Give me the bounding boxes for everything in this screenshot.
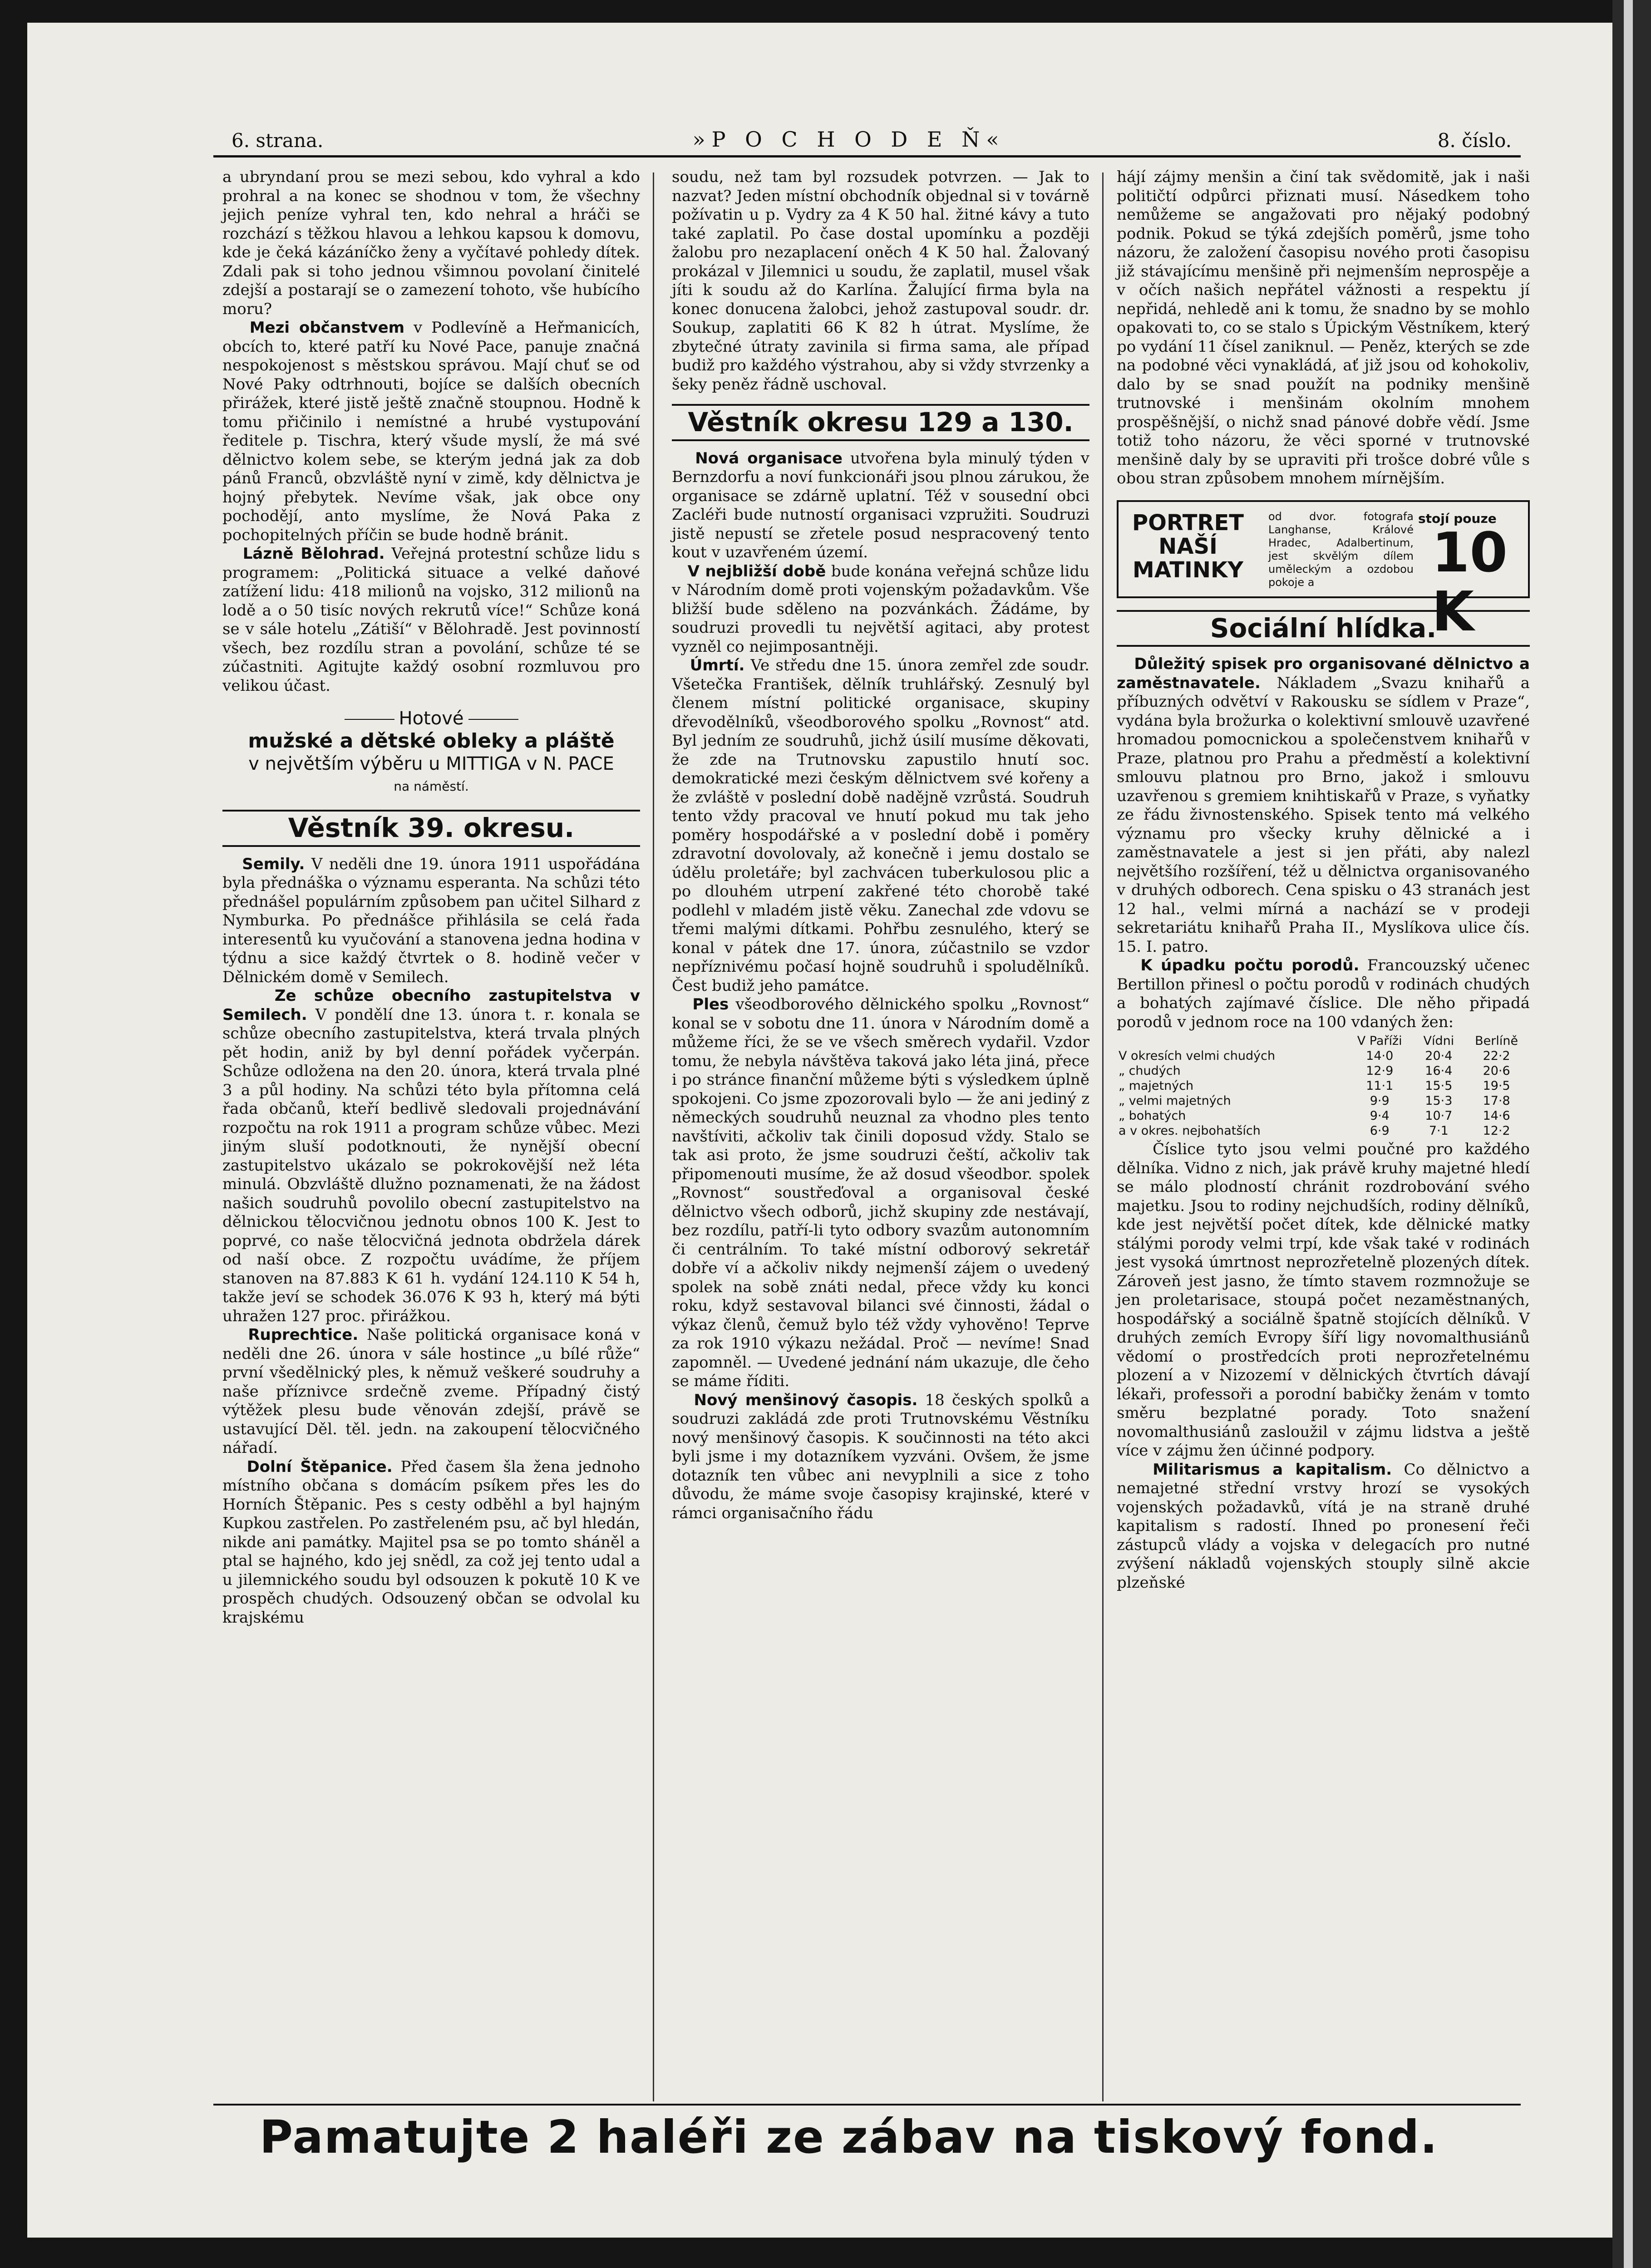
table-header [1117,1033,1345,1048]
table-cell: 12·9 [1366,1064,1394,1078]
article [672,562,1089,657]
article [222,319,640,545]
article-lead: Ruprechtice. [248,1326,359,1344]
issue-number: 8. číslo. [1437,129,1512,152]
article [1117,956,1530,1032]
footer-slogan: Pamatujte 2 haléři ze zábav na tiskový fond. [259,2111,1439,2164]
article-lead: V nejbližší době [687,562,826,581]
ad-top-line [222,707,640,730]
table-row [1117,1078,1530,1093]
article-text: Francouzský učenec Bertillon přinesl o počtu porodů v rodinách chudých a bohatých zajímavé číslice. Dle něho připadá porodů v jednom roce na 100 vdaných žen: [1117,956,1530,1031]
column-2 [672,168,1089,1523]
article [672,449,1089,562]
table-cell: V okresích velmi chudých [1119,1049,1276,1063]
column-3 [1117,168,1530,1592]
header-rule [213,155,1521,157]
article-text: Naše politická organisace koná v neděli dne 26. února v sále hostince „u bílé růže“ první všedělnický ples, k němuž veškeré soudruhy a naše příznivce srdečně zveme. Případný čistý výtěžek plesu bude věnován zdejší, právě se ustavující Děl. těl. jedn. na zakoupení tělocvičného nářadí. [222,1326,640,1457]
newspaper-page [27,23,1625,2238]
column-1 [222,168,640,1627]
table-cell: 20·6 [1483,1064,1510,1078]
portrait-ad-title [1132,511,1244,582]
table-cell: „ bohatých [1119,1109,1186,1123]
article [222,1458,640,1628]
page-number: 6. strana. [232,129,324,152]
article-text: v Podlevíně a Heřmanicích, obcích to, které patří ku Nové Pace, panuje značná nespokojenost s městskou správou. Mají chuť se od Nové Paky odtrhnouti, bojíce se dalších obecních přirážek, které jistě ještě značně stoupnou. Hodně k tomu přičinilo i nemístné a hrubé vystupování ředitele p. Tischra, který všude myslí, že má své dělnictvo kolem sebe, se kterým jedná jak za dob pánů Franců, obzvláště nyní v zimě, kdy dělnictva je hojný přebytek. Nevíme však, jak obce ony pochodějí, anto myslíme, že Nová Paka z pochopitelných příčin se bude hodně bránit. [222,319,640,544]
article [222,855,640,987]
article-text: hájí zájmy menšin a činí tak svědomitě, jak i naši političtí odpůrci přiznati musí. Násedkem toho nemůžeme se angažovati pro nějaký podobný podnik. Pokud se týká zdejších poměrů, jsme toho názoru, že založení časopisu nového proti časopisu již stávajícímu menšině při nejmenším neprospěje a v očích našich nepřátel vážnosti a respektu jí nepřidá, nehledě ani k tomu, že snadno by se mohlo opakovati to, co se stalo s Úpickým Věstníkem, který po vydání 11 čísel zaniknul. — Peněz, kterých se zde na podobné věci vynakládá, ať již jsou od kohokoliv, dalo by se snad použít na podniky menšině trutnovské i menšinám okolním mnohem prospěšnější, o nichž snad pánové dobře vědí. Jsme totiž toho názoru, že věci sporné v trutnovské menšině daly by se upraviti při trošce dobré vůle s obou stran způsobem mnohem mírnějším. [1117,168,1530,487]
table-cell: 6·9 [1370,1124,1390,1138]
newspaper-title: »P O C H O D E Ň« [692,127,1005,152]
article-lead: Ples [692,995,729,1013]
section-heading: Sociální hlídka. [1117,610,1530,647]
article [222,545,640,695]
table-cell: „ majetných [1119,1079,1194,1093]
article [222,987,640,1326]
section-heading: Věstník okresu 129 a 130. [672,404,1089,441]
article-text: všeodborového dělnického spolku „Rovnost“ konal se v sobotu dne 11. února v Národním domě a můžeme říci, že se ve všech směrech vydařil. Vzdor tomu, že nebyla návštěva taková jako léta jiná, přece i po stránce finanční můžeme býti s výsledkem úplně spokojeni. Co jsme zpozorovali bylo — že ani jediný z německých soudruhů neuznal za vhodno ples tento navštíviti, ačkoliv tak činili doposud vždy. Stalo se tak asi proto, že jsme soudruzi čeští, ačkoliv tak připomenouti musíme, že až dosud všeodbor. spolek „Rovnost“ soustřeďoval a organisoval české dělnictvo všech odborů, jichž skupiny zde nestávají, bez rozdílu, patří-li tyto odbory svazům autonomním či centrálním. To také místní odborový sekretář dobře ví a ačkoliv nikdy nejmenší zájem o uvedený spolek na sobě znáti nedal, přece vždy ku konci roku, když sestavoval bilanci své činnosti, žádal o výkaz členů, čemuž bylo též vždy vyhověno! Teprve za rok 1910 výkazu nežádal. Proč — nevíme! Snad zapomněl. — Uvedené jednání nám ukazuje, dle čeho se máme říditi. [672,995,1089,1390]
article-lead: Nový menšinový časopis. [694,1391,918,1409]
article-lead: Důležitý spisek pro organisované dělnictvo a zaměstnavatele. [1117,655,1530,692]
births-table [1117,1033,1530,1138]
ad-small-text: na náměstí. [394,779,469,794]
ad-top-text: Hotové [399,708,464,729]
table-row [1117,1048,1530,1063]
table-cell: 10·7 [1425,1109,1453,1123]
ad-line-text: v největším výběru u MITTIGA v N. PACE [248,753,614,774]
table-header-row [1117,1033,1530,1048]
table-cell: 20·4 [1425,1049,1453,1063]
table-row [1117,1063,1530,1078]
article-text: 18 českých spolků a soudruzi zakládá zde proti Trutnovskému Věstníku nový menšinový časopis. K součinnosti na této akci byli jsme i my dotazníkem vyzváni. Ovšem, že jsme dotazník ten vůbec ani nevyplnili a sice z toho důvodu, že máme svoje časopisy krajinské, které v rámci organisačního řádu [672,1391,1089,1522]
article [672,995,1089,1391]
article-text: Ve středu dne 15. února zemřel zde soudr. Všetečka František, dělník truhlářský. Zesnulý byl členem místní politické organisace, skupiny dřevodělníků, všeodborového spolku „Rovnost“ atd. Byl jedním ze soudruhů, jichž úsilí musíme děkovati, že zde na Trutnovsku zapustilo hnutí soc. demokratické mezi českým dělnictvem své kořeny a že zvláště v poslední době nadějně vzrůstá. Soudruh tento vždy pracoval ve hnutí pokud mu tak jeho poměry hospodářské a v poslední době i poměry zdravotní dovolovaly, až konečně i jemu dostalo se údělu proletáře; byl zachvácen tuberkulosou plic a po dlouhém utrpení zakřené této chorobě také podlehl v mladém jistě věku. Zanechal zde vdovu se třemi malými dítkami. Pohřbu zesnulého, který se konal v pátek dne 17. února, zúčastnilo se vzdor nepříznivému počasí hojně soudruhů i spoludělníků. Čest budiž jeho památce. [672,656,1089,995]
article-text: bude konána veřejná schůze lidu v Národním domě proti vojenským požadavkům. Vše bližší bude sděleno na pozvánkách. Žádáme, by soudruzi provedli tu největší agitaci, aby protest vyzněl co nejimposantněji. [672,562,1089,656]
portrait-ad-price: 10 K [1432,521,1508,644]
table-cell: 22·2 [1483,1049,1510,1063]
column-divider [653,172,654,2101]
article-lead: Dolní Štěpanice. [246,1457,393,1476]
portrait-ad-line: NAŠÍ [1158,533,1217,559]
table-cell: 9·9 [1370,1094,1390,1108]
table-cell: a v okres. nejbohatších [1119,1124,1261,1138]
portrait-ad-description: od dvor. fotografa Langhanse, Králové Hradec, Adalbertinum, jest skvělým dílem uměleckým a ozdobou pokoje a [1268,510,1414,589]
table-row [1117,1123,1530,1138]
table-header: V Paříži [1357,1034,1402,1048]
table-cell: 16·4 [1425,1064,1453,1078]
article-text [1117,1140,1530,1461]
article-text: Před časem šla žena jednoho místního občana s domácím psíkem přes les do Horních Štěpanic. Pes s cesty odběhl a byl hajným Kupkou zastřelen. Po zastřeleném psu, ač byl hledán, nikde ani památky. Majitel psa se po tomto sháněl a ptal se hajného, kdo jej snědl, za což jej tento udal a u jilemnického soudu byl odsouzen k pokutě 10 K ve prospěch chudých. Odsouzený občan se odvolal ku krajskému [222,1457,640,1627]
article-lead: Ze schůze obecního zastupitelstva v Semilech. [222,987,640,1024]
table-cell: „ chudých [1119,1064,1181,1078]
portrait-ad-line: PORTRET [1132,510,1244,536]
article-lead: Mezi občanstvem [249,319,405,337]
clothing-advertisement [222,707,640,798]
page-header [177,125,1521,152]
table-cell: 14·6 [1483,1109,1510,1123]
article-lead: Militarismus a kapitalism. [1153,1460,1392,1479]
article [1117,655,1530,956]
article-text: Nákladem „Svazu knihařů a příbuzných odvětví v Rakousku se sídlem v Praze“, vydána byla brožurka o kolektivní smlouvě uzavřené hromadou pomocnickou a společenstvem knihařů v Praze, platnou pro Prahu a předměstí a kolektivní smlouvu platnou pro Brno, jakož i smlouvu uzavřenou s gremiem knihtiskařů v Praze, s vyňatky ze řádu živnostenského. Spisek tento má velkého významu pro všecky kruhy dělnické a i zaměstnavatele a jest si jen přáti, aby nalezl největšího rozšíření, též u dělnictva organisovaného v druhých odborech. Cena spisku o 43 stranách jest 12 hal., velmi mírná a nachází se v prodeji sekretariátu knihařů Praha II., Myslíkova ulice čís. 15. I. patro. [1117,674,1530,956]
table-cell: 19·5 [1483,1079,1510,1093]
column-divider [1102,172,1104,2101]
article-text: V pondělí dne 13. února t. r. konala se schůze obecního zastupitelstva, která trvala plných pět hodin, aniž by byl denní pořádek vyčerpán. Schůze odložena na den 20. února, která trvala plné 3 a půl hodiny. Na schůzi této byla přítomna celá řada občanů, kteří bedlivě sledovali projednávání rozpočtu na rok 1911 a program schůze vůbec. Mezi jiným sluší podotknouti, že nynější obecní zastupitelstvo ukázalo se pokrokovější než léta minulá. Obzvláště dlužno poznamenati, že na žádost našich soudruhů povolilo obecní zastupitelstvo na dělnickou tělocvičnou jednotu obnos 100 K. Jest to poprvé, co naše tělocvičná jednota obdržela dárek od naší obce. Z rozpočtu uvádíme, že příjem stanoven na 87.883 K 61 h. vydání 124.110 K 54 h, takže jeví se schodek 36.076 K 93 h, který má býti uhražen 127 proc. přirážkou. [222,1005,640,1325]
article-text: V neděli dne 19. února 1911 uspořádána byla přednáška o významu esperanta. Na schůzi této přednášel populárním způsobem pan učitel Silhard z Nymburka. Po přednášce přihlásila se celá řada interesentů ku vyučování a stanovena jedna hodina v týdnu a sice každý čtvrtek o 8. hodině večer v Dělnickém domě v Semilech. [222,855,640,986]
article [222,1326,640,1458]
table-header: Vídni [1423,1034,1454,1048]
table-cell: 17·8 [1483,1094,1510,1108]
article-lead: Nová organisace [695,449,843,467]
article-lead: Úmrtí. [690,656,745,674]
footer-rule [213,2104,1521,2106]
table-cell: 15·5 [1425,1079,1453,1093]
article-text: a ubryndaní prou se mezi sebou, kdo vyhral a kdo prohral a na konec se shodnou v tom, že všechny jejich peníze vyhral ten, kdo nehral a hráči se rozchází s těžkou hlavou a lehkou kapsou k domovu, kde je čeká kázáníčko ženy a vyčítavé pohledy dítek. Zdali pak si toho jednou všimnou povolaní činitelé zdejší a postarají se o zamezení tohoto, vše hubícího moru? [222,168,640,318]
portrait-ad-line: MATINKY [1133,557,1243,583]
ad-main-text: mužské a dětské obleky a pláště [248,729,615,753]
table-header: Berlíně [1475,1034,1518,1048]
article-text: utvořena byla minulý týden v Bernzdorfu a noví funkcionáři jsou plnou zárukou, že organisace se zdárně uplatní. Též v sousední obci Zacléři bude nutností organisaci vzpružiti. Soudruzi jistě nepustí se zřetele posud nespracovený tento kout v uzavřeném území. [672,449,1089,561]
article-lead: Lázně Bělohrad. [242,545,385,563]
portrait-ad-price-label: stojí pouze [1418,511,1497,526]
scan-edge [1624,0,1633,2268]
table-cell: 9·4 [1370,1109,1390,1123]
table-cell: 15·3 [1425,1094,1453,1108]
table-row [1117,1093,1530,1108]
table-cell: 12·2 [1483,1124,1510,1138]
article [672,1391,1089,1523]
table-cell: „ velmi majetných [1119,1094,1231,1108]
table-cell: 7·1 [1429,1124,1449,1138]
section-heading: Věstník 39. okresu. [222,810,640,847]
article-lead: K úpadku počtu porodů. [1140,956,1360,974]
article-text: Co dělnictvo a nemajetné střední vrstvy hrozí se vysokých vojenských požadavků, vítá je na straně druhé kapitalism s radostí. Ihned po pronesení řeči zástupců vlády a vojska v delegacích pro nutné zvýšení nákladů vojenských stouply silně akcie plzeňské [1117,1460,1530,1592]
table-row [1117,1108,1530,1123]
article-text: soudu, než tam byl rozsudek potvrzen. — Jak to nazvat? Jeden místní obchodník objednal si v továrně požívatin u p. Vydry za 4 K 50 hal. žitné kávy a tuto také zaplatil. Po čase dostal upomínku a později žalobu pro nezaplacení oněch 4 K 50 hal. Žalovaný prokázal v Jilemnici u soudu, že zaplatil, musel však jíti k soudu až do Karlína. Žalující firma byla na konec donucena žalobci, jehož zastupoval soudr. dr. Soukup, zaplatiti 66 K 82 h útrat. Myslíme, že zbytečné útraty zavinila si firma sama, ale případ budiž pro každého výstrahou, aby si vždy stvrzenky a šeky peněz řádně uschoval. [672,168,1089,394]
table-cell: 11·1 [1366,1079,1394,1093]
article [1117,1461,1530,1593]
article-text: Číslice tyto jsou velmi poučné pro každého dělníka. Vidno z nich, jak právě kruhy majetné hledí se málo plodností chránit rozdrobování svého majetku. Jsou to rodiny nejchudších, rodiny dělníků, kde jest největší počet dítek, kde dělnické matky stálými porody velmi trpí, kde však také v rodinách jest vysoká úmrtnost neprozřetelně plozených dítek. Zároveň jest jasno, že tímto stavem rozmnožuje se jen proletarisace, stoupá počet nezaměstnaných, hospodářský a sociálně špatně stojících dělníků. V druhých zemích Evropy šíří ligy novomalthusiánů vědomí o prostředcích proti neprozřetelnému plození a v Nizozemí v dělnických čtvrtích dávají lékaři, professoři a porodní babičky ženám v tomto směru bezplatné porady. Toto snažení novomalthusiánů zasloužil v zájmu lidstva a ještě více v zájmu žen účinné podpory. [1117,1140,1530,1460]
table-cell: 14·0 [1366,1049,1394,1063]
article-lead: Semily. [242,855,305,873]
article-text: Veřejná protestní schůze lidu s programem: „Politická situace a velké daňové zatížení lidu: 418 milionů na vojsko, 312 milionů na lodě a o 50 tisíc nových rekrutů více!“ Schůze koná se v sále hotelu „Zátiší“ v Bělohradě. Jest povinností všech, bez rozdílu stran a povolání, schůze té se zúčastniti. Agitujte každý osobní rozmluvou pro velikou účast. [222,545,641,695]
article [672,656,1089,995]
